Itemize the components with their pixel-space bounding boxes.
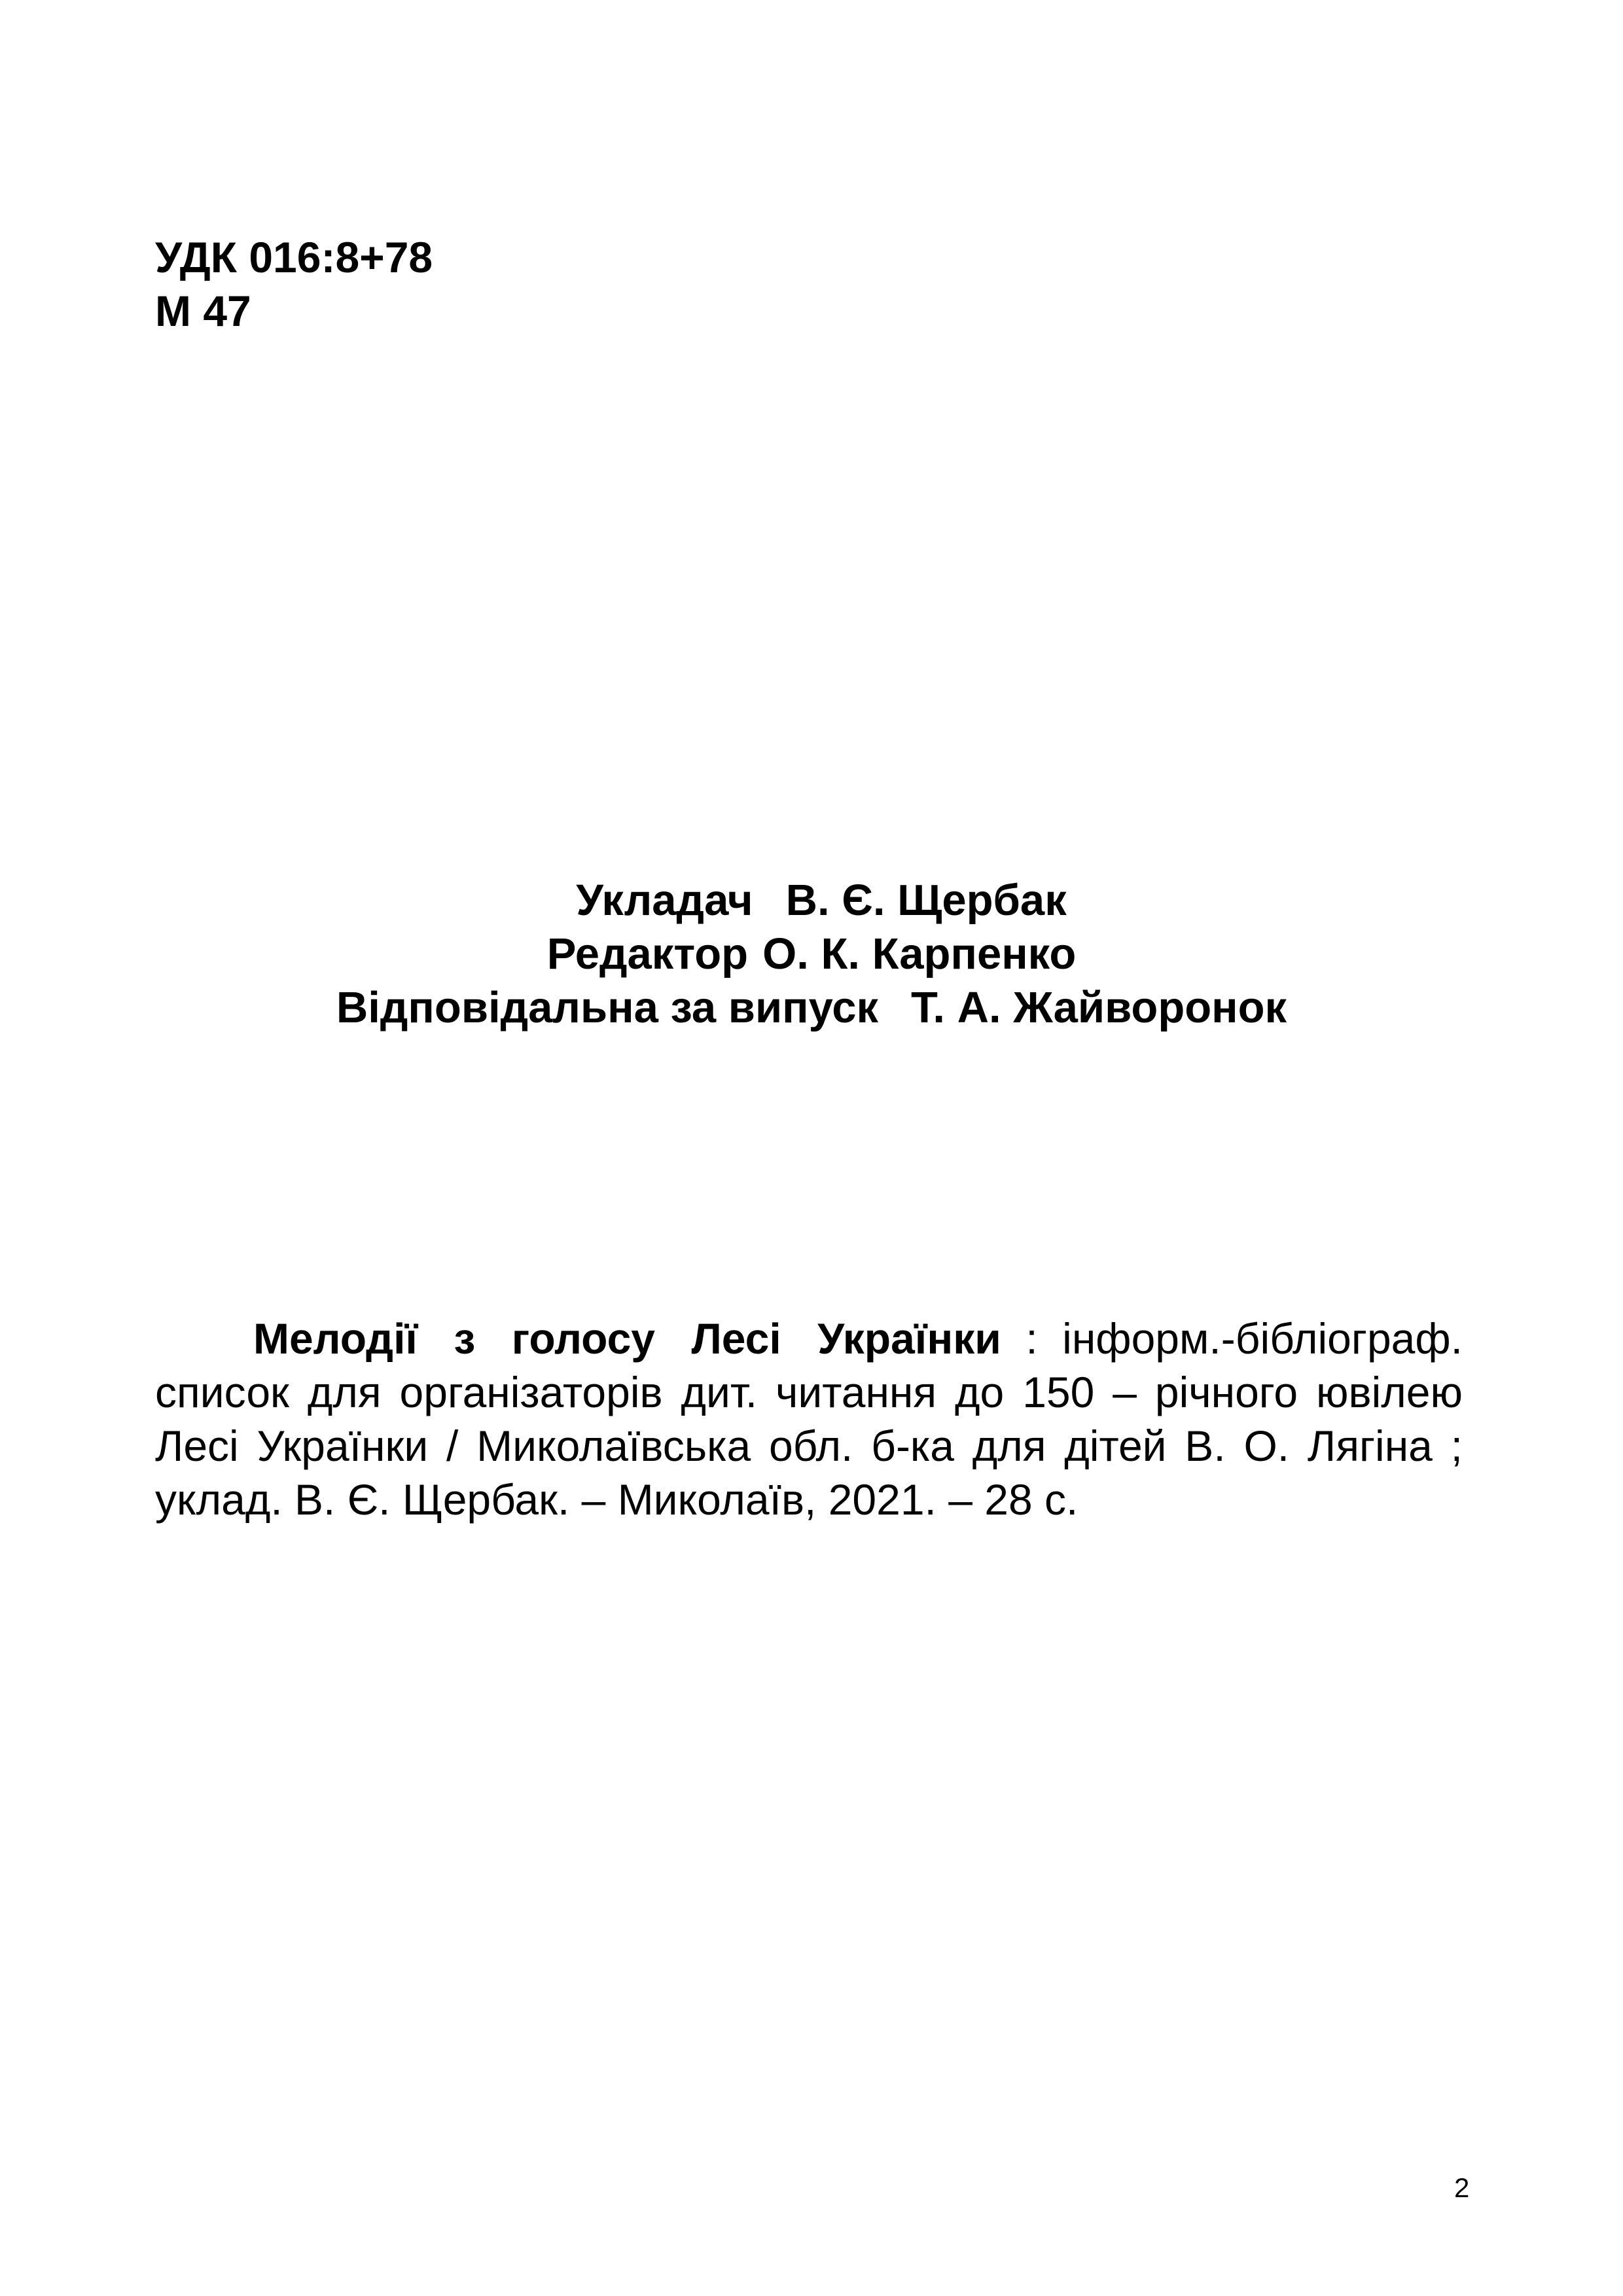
- credit-role: Відповідальна за випуск: [336, 983, 879, 1032]
- credit-name: В. Є. Щербак: [785, 876, 1067, 925]
- credit-role: Укладач: [576, 876, 753, 925]
- credit-name: Т. А. Жайворонок: [911, 983, 1287, 1032]
- page-number: 2: [1454, 2172, 1470, 2203]
- publication-description: : інформ.-бібліограф. список для організаторів дит. читання до 150 – річного ювілею Лесі Українки / Миколаївська обл. б-ка для дітей В. О. Лягіна ; уклад. В. Є. Щербак. – Миколаїв, 2021. – 28 с.: [155, 1314, 1463, 1524]
- credit-responsible: [0, 981, 1623, 1035]
- credit-name: О. К. Карпенко: [762, 929, 1077, 978]
- bibliographic-record: [155, 1312, 1463, 1526]
- classification-block: [155, 230, 433, 338]
- credits-block: [0, 874, 1623, 1035]
- credit-role: Редактор: [546, 929, 749, 978]
- udc-code: УДК 016:8+78: [155, 233, 433, 281]
- credit-compiler: [0, 874, 1623, 927]
- credit-editor: [0, 927, 1623, 981]
- publication-title: Мелодії з голосу Лесі Українки: [253, 1314, 1001, 1363]
- author-mark: М 47: [155, 287, 251, 335]
